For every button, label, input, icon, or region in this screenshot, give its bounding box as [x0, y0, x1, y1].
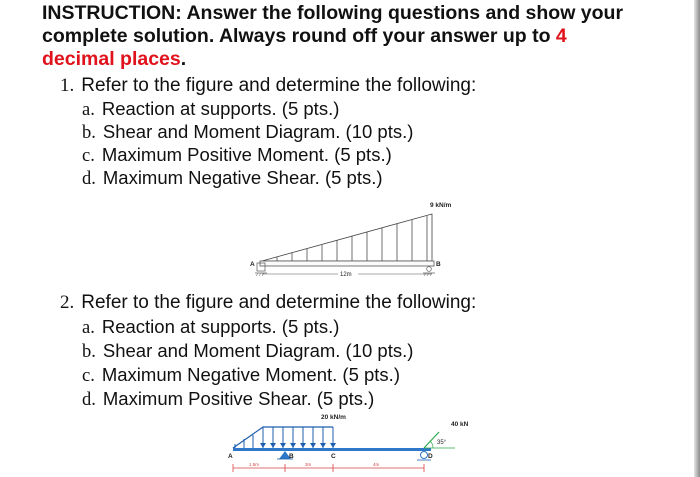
load-arrowheads — [260, 443, 336, 448]
point-a-label: A — [228, 453, 233, 460]
dimension-label-1: 1.5m — [249, 462, 260, 467]
question-1-item-b — [82, 121, 413, 144]
item-letter: c. — [82, 366, 95, 386]
point-d-label: D — [428, 453, 433, 460]
instruction-text: Answer the following questions and show your complete solution. Always round off your answer up to — [42, 2, 624, 47]
item-letter: b. — [82, 342, 96, 362]
question-1-item-d — [82, 167, 383, 190]
item-letter: a. — [82, 100, 95, 120]
question-1-number: 1. — [60, 75, 75, 96]
page-edge-shadow — [694, 0, 700, 477]
point-load-label: 40 kN — [451, 421, 469, 428]
item-letter: a. — [82, 318, 95, 338]
item-letter: b. — [82, 123, 96, 143]
figure-2-beam-diagram — [225, 410, 475, 477]
item-text: Reaction at supports. (5 pts.) — [101, 98, 340, 119]
item-letter: d. — [82, 169, 96, 189]
question-2-number: 2. — [60, 292, 75, 313]
instruction-period: . — [180, 48, 187, 70]
figure-1-beam-diagram — [240, 196, 465, 286]
question-2-item-a — [82, 316, 339, 339]
item-text: Maximum Positive Moment. (5 pts.) — [101, 144, 392, 165]
question-1-text: Refer to the figure and determine the following: — [81, 75, 477, 96]
item-text: Maximum Negative Moment. (5 pts.) — [101, 364, 400, 385]
item-text: Maximum Negative Shear. (5 pts.) — [102, 167, 383, 188]
item-text: Maximum Positive Shear. (5 pts.) — [102, 388, 375, 409]
instruction-label: INSTRUCTION: — [42, 2, 182, 24]
dimension-label-3: 4m — [373, 462, 380, 467]
roller-support-b — [423, 267, 435, 276]
support-a-label: A — [250, 261, 255, 268]
question-2-title — [60, 292, 476, 314]
distributed-load-triangle — [262, 214, 432, 261]
item-text: Shear and Moment Diagram. (10 pts.) — [102, 340, 414, 361]
beam — [233, 448, 431, 451]
question-1-title — [60, 75, 476, 97]
dimension-line — [233, 464, 424, 472]
point-c-label: C — [331, 453, 336, 460]
question-2-item-b — [82, 340, 413, 363]
question-2-item-c — [82, 364, 400, 387]
item-text: Shear and Moment Diagram. (10 pts.) — [102, 121, 414, 142]
question-2-text: Refer to the figure and determine the following: — [81, 292, 477, 313]
question-1-item-c — [82, 144, 392, 167]
figure-1-load-label: 9 kN/m — [430, 202, 452, 209]
figure-2-load-label: 20 kN/m — [321, 414, 346, 421]
dimension-label-2: 3m — [305, 462, 312, 467]
load-arrows — [277, 216, 427, 261]
point-b-label: B — [289, 453, 294, 460]
question-2-item-d — [82, 388, 374, 411]
instruction-decimal-places: decimal places — [42, 48, 181, 70]
instruction-decimal-count: 4 — [555, 25, 567, 47]
support-b-label: B — [436, 261, 441, 268]
angle-label: 35° — [437, 440, 447, 446]
item-letter: d. — [82, 390, 96, 410]
instruction-paragraph — [42, 2, 682, 71]
angle-arc — [430, 441, 433, 448]
item-text: Reaction at supports. (5 pts.) — [101, 316, 340, 337]
beam — [260, 261, 434, 266]
item-letter: c. — [82, 146, 95, 166]
question-1-item-a — [82, 98, 339, 121]
span-label: 12m — [340, 272, 352, 278]
